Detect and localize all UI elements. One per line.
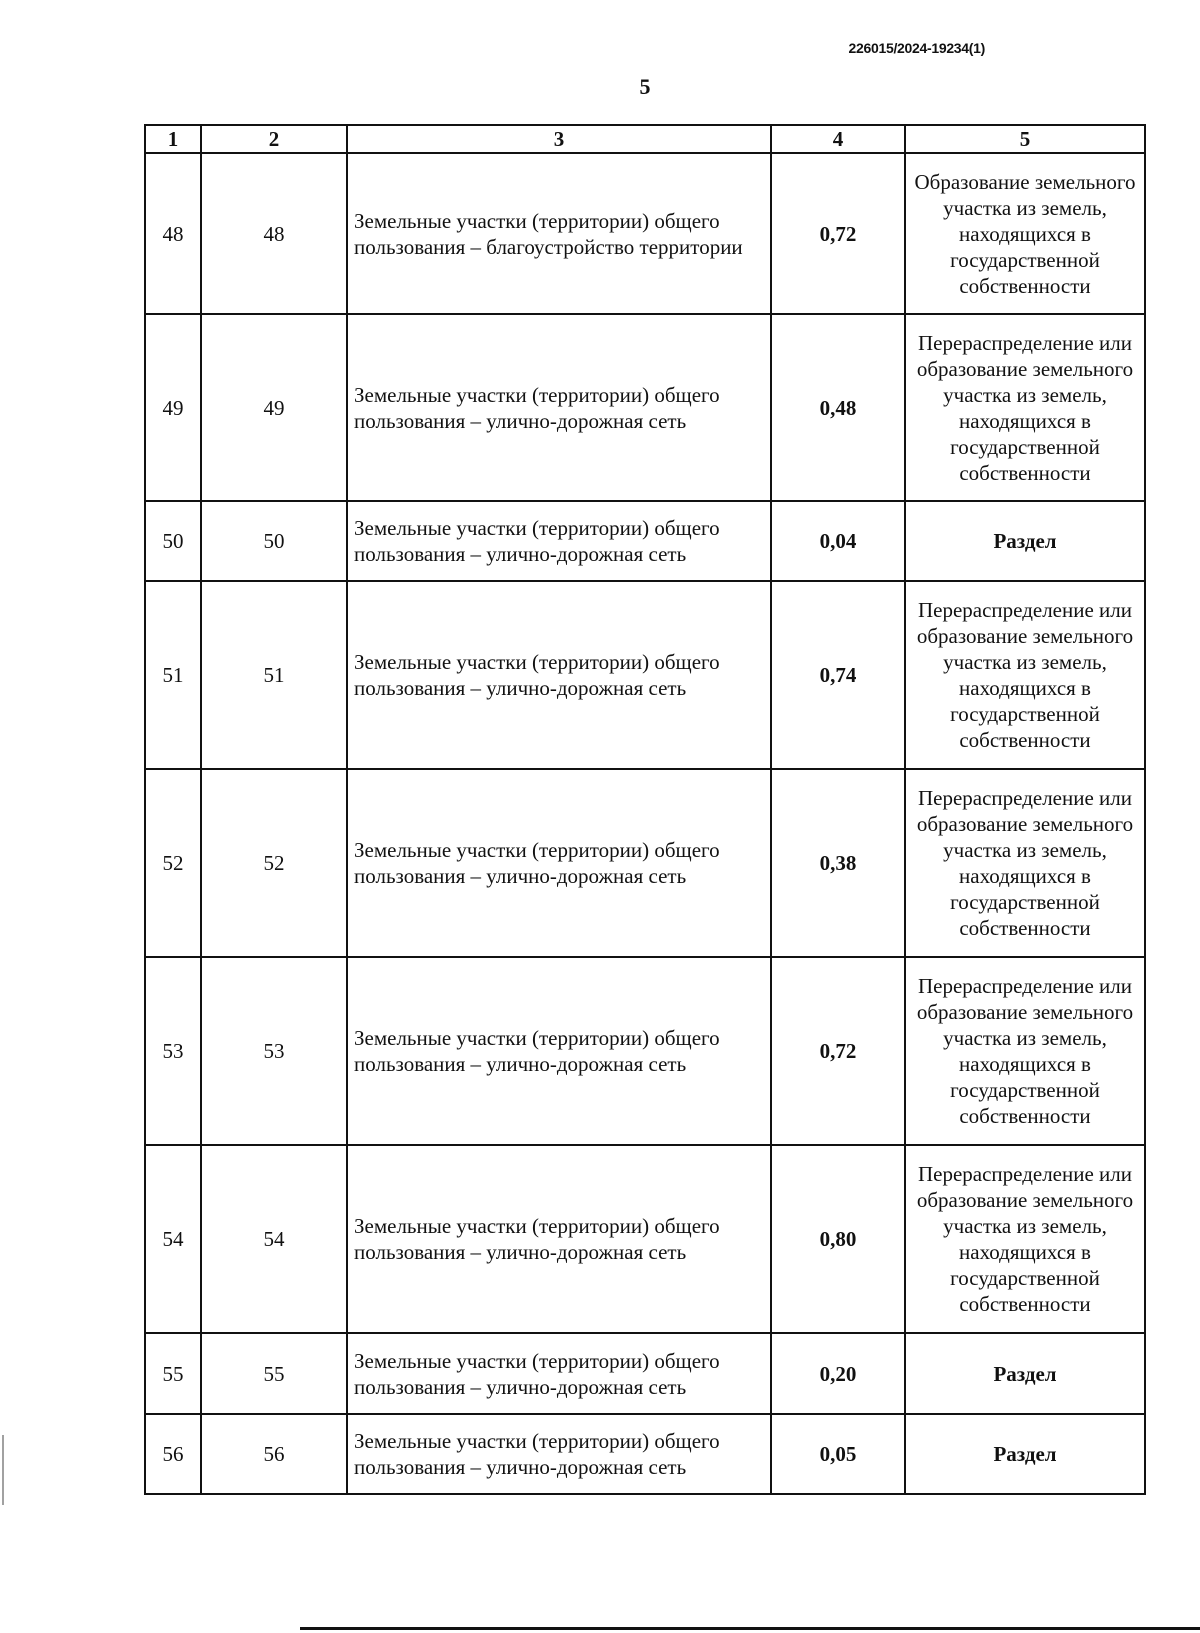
- land-use-cell: Земельные участки (территории) общего пользования – улично-дорожная сеть: [347, 581, 771, 769]
- area-cell: 0,38: [771, 769, 905, 957]
- row-number-cell: 54: [145, 1145, 201, 1333]
- plot-number-cell: 53: [201, 957, 347, 1145]
- scan-margin-mark: [2, 1435, 4, 1505]
- land-use-cell: Земельные участки (территории) общего пользования – улично-дорожная сеть: [347, 314, 771, 501]
- row-number-cell: 49: [145, 314, 201, 501]
- plot-number-cell: 55: [201, 1333, 347, 1414]
- formation-method-cell: Перераспределение или образование земельного участка из земель, находящихся в государственной собственности: [905, 314, 1145, 501]
- plot-number-cell: 50: [201, 501, 347, 581]
- land-plots-table: [144, 124, 1146, 1495]
- land-use-cell: Земельные участки (территории) общего пользования – улично-дорожная сеть: [347, 957, 771, 1145]
- table-header-row: [145, 125, 1145, 153]
- row-number-cell: 56: [145, 1414, 201, 1494]
- area-cell: 0,72: [771, 153, 905, 314]
- plot-number-cell: 54: [201, 1145, 347, 1333]
- formation-method-cell: Раздел: [905, 501, 1145, 581]
- column-header: 5: [905, 125, 1145, 153]
- column-header: 3: [347, 125, 771, 153]
- plot-number-cell: 49: [201, 314, 347, 501]
- land-use-cell: Земельные участки (территории) общего пользования – улично-дорожная сеть: [347, 1414, 771, 1494]
- land-use-cell: Земельные участки (территории) общего пользования – благоустройство территории: [347, 153, 771, 314]
- area-cell: 0,20: [771, 1333, 905, 1414]
- plot-number-cell: 56: [201, 1414, 347, 1494]
- column-header: 4: [771, 125, 905, 153]
- row-number-cell: 51: [145, 581, 201, 769]
- formation-method-cell: Раздел: [905, 1414, 1145, 1494]
- row-number-cell: 48: [145, 153, 201, 314]
- table-row: [145, 769, 1145, 957]
- land-use-cell: Земельные участки (территории) общего пользования – улично-дорожная сеть: [347, 1333, 771, 1414]
- table-row: [145, 153, 1145, 314]
- table-row: [145, 581, 1145, 769]
- table-row: [145, 1414, 1145, 1494]
- land-use-cell: Земельные участки (территории) общего пользования – улично-дорожная сеть: [347, 501, 771, 581]
- column-header: 2: [201, 125, 347, 153]
- row-number-cell: 52: [145, 769, 201, 957]
- row-number-cell: 55: [145, 1333, 201, 1414]
- area-cell: 0,80: [771, 1145, 905, 1333]
- area-cell: 0,74: [771, 581, 905, 769]
- row-number-cell: 53: [145, 957, 201, 1145]
- column-header: 1: [145, 125, 201, 153]
- formation-method-cell: Перераспределение или образование земельного участка из земель, находящихся в государственной собственности: [905, 581, 1145, 769]
- formation-method-cell: Перераспределение или образование земельного участка из земель, находящихся в государственной собственности: [905, 1145, 1145, 1333]
- table-row: [145, 314, 1145, 501]
- area-cell: 0,72: [771, 957, 905, 1145]
- land-use-cell: Земельные участки (территории) общего пользования – улично-дорожная сеть: [347, 769, 771, 957]
- bottom-scan-rule: [300, 1627, 1200, 1630]
- table-row: [145, 501, 1145, 581]
- table-row: [145, 957, 1145, 1145]
- plot-number-cell: 52: [201, 769, 347, 957]
- area-cell: 0,05: [771, 1414, 905, 1494]
- plot-number-cell: 51: [201, 581, 347, 769]
- formation-method-cell: Образование земельного участка из земель, находящихся в государственной собственности: [905, 153, 1145, 314]
- document-number: 226015/2024-19234(1): [848, 40, 985, 56]
- table-row: [145, 1145, 1145, 1333]
- formation-method-cell: Перераспределение или образование земельного участка из земель, находящихся в государственной собственности: [905, 957, 1145, 1145]
- area-cell: 0,04: [771, 501, 905, 581]
- formation-method-cell: Раздел: [905, 1333, 1145, 1414]
- plot-number-cell: 48: [201, 153, 347, 314]
- area-cell: 0,48: [771, 314, 905, 501]
- land-use-cell: Земельные участки (территории) общего пользования – улично-дорожная сеть: [347, 1145, 771, 1333]
- formation-method-cell: Перераспределение или образование земельного участка из земель, находящихся в государственной собственности: [905, 769, 1145, 957]
- row-number-cell: 50: [145, 501, 201, 581]
- page-number: 5: [639, 74, 651, 99]
- table-row: [145, 1333, 1145, 1414]
